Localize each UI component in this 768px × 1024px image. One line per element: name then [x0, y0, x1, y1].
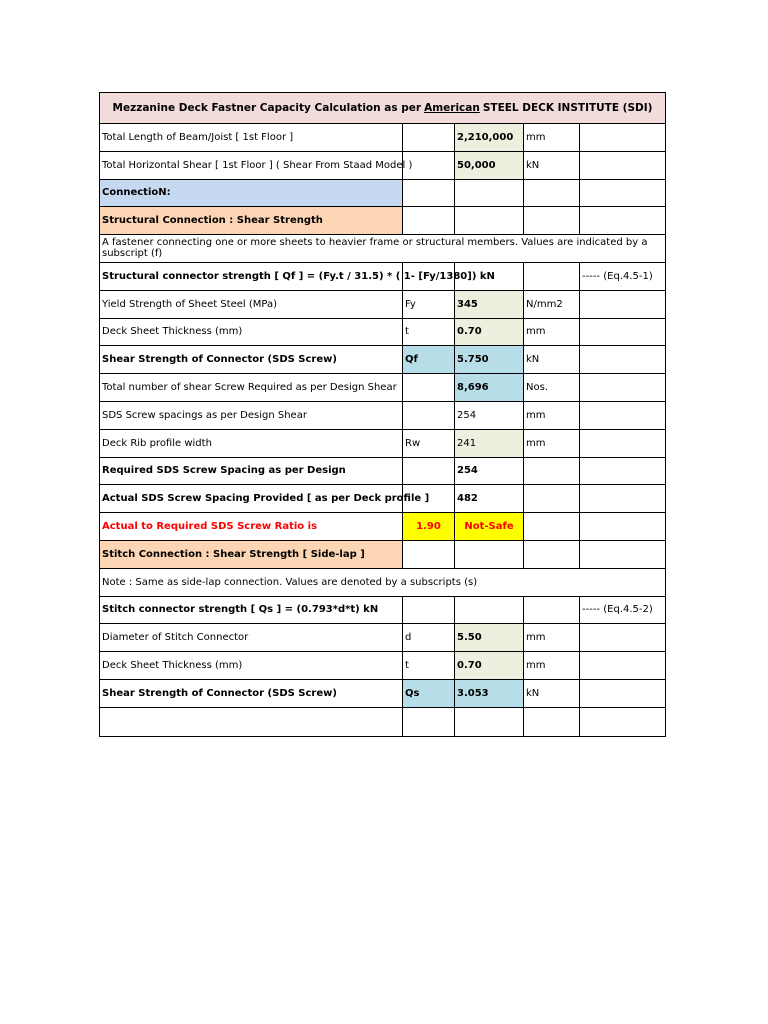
row-value: 482 — [455, 485, 524, 512]
row-label: Total number of shear Screw Required as per Design Shear — [100, 374, 403, 401]
row-value: 3.053 — [455, 680, 524, 707]
row-note — [580, 513, 665, 540]
row-label — [100, 152, 413, 179]
equation-ref: ----- (Eq.4.5-1) — [582, 270, 653, 282]
row-note — [580, 708, 665, 736]
table-row — [100, 680, 665, 708]
row-unit — [524, 263, 580, 290]
row-value: 254 — [455, 458, 524, 485]
note-text: Note : Same as side-lap connection. Values are denoted by a subscripts (s) — [102, 576, 478, 588]
row-label: Deck Rib profile width — [100, 430, 403, 457]
row-unit: mm — [524, 124, 580, 151]
row-value[interactable]: 2,210,000 — [455, 124, 524, 151]
table-row — [100, 569, 665, 597]
row-label: Yield Strength of Sheet Steel (MPa) — [100, 291, 403, 318]
row-unit — [524, 207, 580, 234]
row-unit — [524, 458, 580, 485]
row-symbol — [403, 458, 455, 485]
row-symbol — [403, 597, 455, 624]
row-value[interactable]: 50,000 — [455, 152, 524, 179]
row-value[interactable]: 0.70 — [455, 652, 524, 679]
table-row — [100, 513, 665, 541]
row-unit — [524, 485, 580, 512]
row-symbol: t — [403, 319, 455, 346]
row-note — [580, 180, 665, 207]
table-row — [100, 458, 665, 486]
ratio-value: 1.90 — [403, 513, 455, 540]
row-label: Deck Sheet Thickness (mm) — [100, 652, 403, 679]
row-label: Shear Strength of Connector (SDS Screw) — [100, 346, 403, 373]
row-symbol — [403, 402, 455, 429]
row-unit — [524, 541, 580, 568]
row-value — [455, 597, 524, 624]
row-note — [580, 124, 665, 151]
row-note — [580, 319, 665, 346]
table-row — [100, 263, 665, 291]
row-note — [580, 624, 665, 651]
table-row — [100, 402, 665, 430]
row-unit: mm — [524, 319, 580, 346]
row-symbol: Fy — [403, 291, 455, 318]
row-symbol — [403, 207, 455, 234]
row-unit: kN — [524, 152, 580, 179]
row-symbol — [403, 541, 455, 568]
row-unit — [524, 180, 580, 207]
row-symbol — [403, 374, 455, 401]
table-row — [100, 430, 665, 458]
row-symbol: t — [403, 652, 455, 679]
safety-status: Not-Safe — [455, 513, 524, 540]
row-unit: mm — [524, 652, 580, 679]
row-unit: kN — [524, 346, 580, 373]
row-note — [580, 652, 665, 679]
sheet-title — [100, 93, 665, 124]
row-unit: kN — [524, 680, 580, 707]
table-row — [100, 374, 665, 402]
table-row — [100, 180, 665, 208]
description-text: A fastener connecting one or more sheets to heavier frame or structural members. Values are indicated by a subscript (f) — [102, 237, 648, 260]
formula-label: Stitch connector strength [ Qs ] = (0.793*d*t) kN — [100, 597, 403, 624]
row-note — [580, 485, 665, 512]
row-label: Shear Strength of Connector (SDS Screw) — [100, 680, 403, 707]
row-value[interactable]: 0.70 — [455, 319, 524, 346]
row-unit — [524, 708, 580, 736]
title-underlined: American — [424, 102, 480, 114]
row-note — [580, 541, 665, 568]
row-value — [455, 180, 524, 207]
table-row — [100, 597, 665, 625]
ratio-label: Actual to Required SDS Screw Ratio is — [100, 513, 403, 540]
row-note — [580, 374, 665, 401]
row-symbol — [403, 124, 455, 151]
row-unit: mm — [524, 402, 580, 429]
row-value: 5.750 — [455, 346, 524, 373]
table-row — [100, 319, 665, 347]
table-row — [100, 541, 665, 569]
formula-text: Structural connector strength [ Qf ] = (Fy.t / 31.5) * ( 1- [Fy/1380]) kN — [102, 270, 495, 282]
row-note — [580, 291, 665, 318]
table-row — [100, 624, 665, 652]
row-unit — [524, 513, 580, 540]
formula-label — [100, 263, 495, 290]
section-header: Stitch Connection : Shear Strength [ Side-lap ] — [100, 541, 403, 568]
table-row — [100, 207, 665, 235]
row-symbol — [403, 180, 455, 207]
row-symbol: Qf — [403, 346, 455, 373]
table-row — [100, 124, 665, 152]
row-label: Deck Sheet Thickness (mm) — [100, 319, 403, 346]
table-row — [100, 346, 665, 374]
row-note — [580, 346, 665, 373]
row-symbol: Qs — [403, 680, 455, 707]
row-value — [455, 541, 524, 568]
section-header: Structural Connection : Shear Strength — [100, 207, 403, 234]
row-label — [100, 708, 403, 736]
row-value[interactable]: 345 — [455, 291, 524, 318]
row-value — [455, 207, 524, 234]
row-unit: N/mm2 — [524, 291, 580, 318]
table-row — [100, 291, 665, 319]
table-row — [100, 235, 665, 263]
row-label: Diameter of Stitch Connector — [100, 624, 403, 651]
row-unit — [524, 597, 580, 624]
row-symbol: Rw — [403, 430, 455, 457]
connection-header: ConnectioN: — [100, 180, 403, 207]
row-label: SDS Screw spacings as per Design Shear — [100, 402, 403, 429]
row-unit: mm — [524, 430, 580, 457]
title-part2: STEEL DECK INSTITUTE (SDI) — [482, 102, 653, 114]
row-label-text: Total Horizontal Shear [ 1st Floor ] ( Shear From Staad Model ) — [102, 159, 413, 171]
table-row — [100, 708, 665, 736]
table-row — [100, 652, 665, 680]
table-row — [100, 152, 665, 180]
row-symbol: d — [403, 624, 455, 651]
row-value: 254 — [455, 402, 524, 429]
row-value[interactable]: 241 — [455, 430, 524, 457]
row-note — [580, 680, 665, 707]
row-value: 8,696 — [455, 374, 524, 401]
row-note — [580, 402, 665, 429]
row-unit: Nos. — [524, 374, 580, 401]
row-value — [455, 708, 524, 736]
calculation-sheet — [99, 92, 666, 737]
row-note — [580, 152, 665, 179]
title-part1: Mezzanine Deck Fastner Capacity Calculation as per — [112, 102, 422, 114]
equation-ref: ----- (Eq.4.5-2) — [582, 604, 653, 616]
row-note — [580, 458, 665, 485]
row-symbol — [403, 708, 455, 736]
row-note — [580, 207, 665, 234]
row-unit: mm — [524, 624, 580, 651]
table-row — [100, 485, 665, 513]
row-note — [580, 430, 665, 457]
row-label: Actual SDS Screw Spacing Provided [ as per Deck profile ] — [100, 485, 403, 512]
row-value[interactable]: 5.50 — [455, 624, 524, 651]
row-label: Required SDS Screw Spacing as per Design — [100, 458, 403, 485]
row-label: Total Length of Beam/Joist [ 1st Floor ] — [100, 124, 403, 151]
